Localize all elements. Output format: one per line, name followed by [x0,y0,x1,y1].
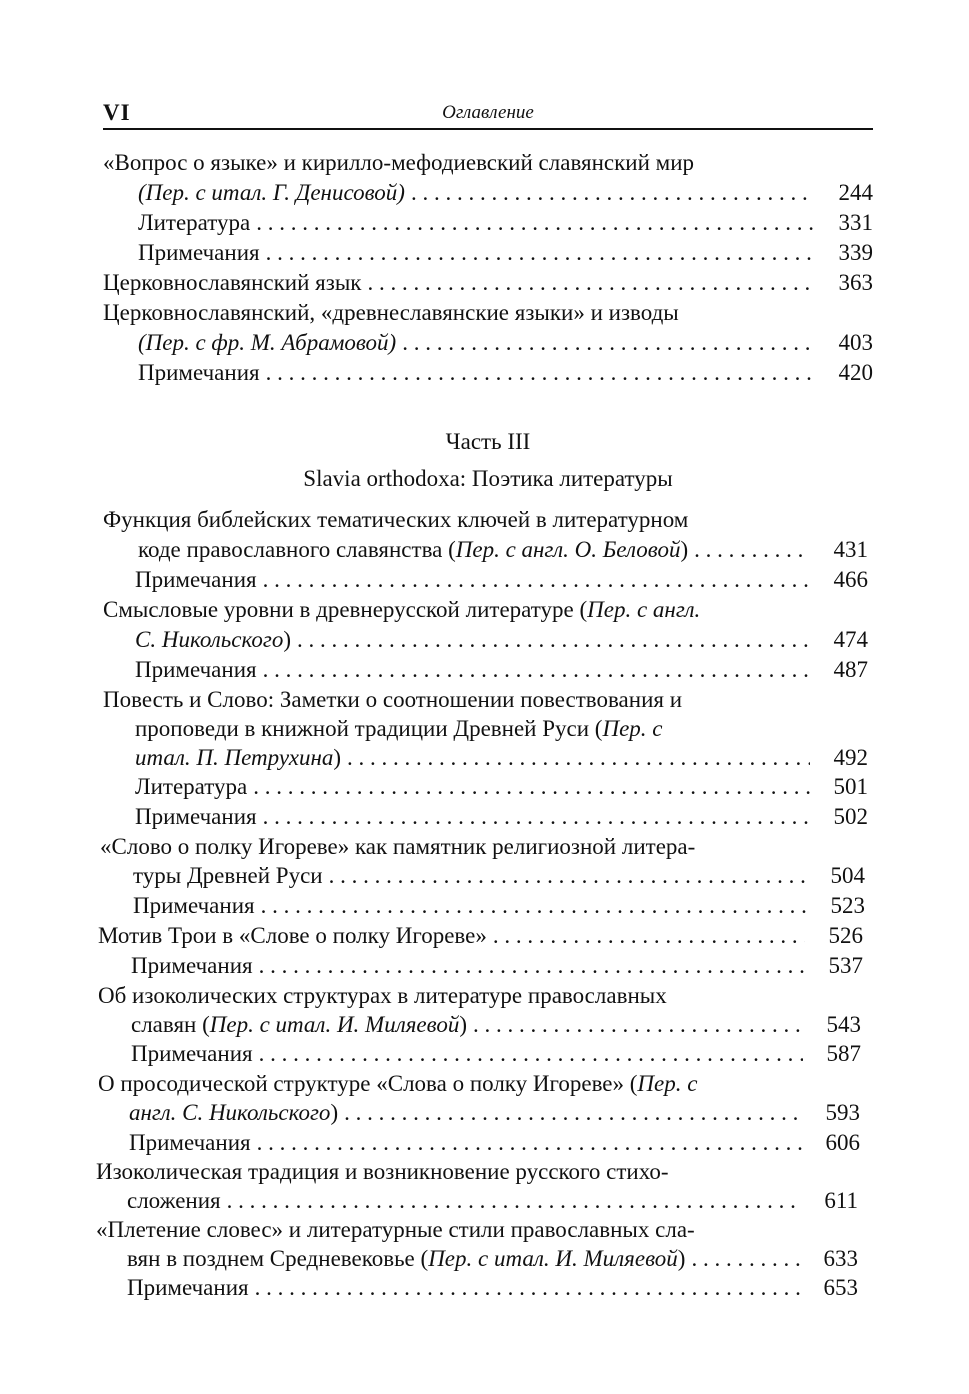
toc-entry-line[interactable]: Функция библейских тематических ключей в литературном [103,507,689,532]
toc-subentry[interactable]: Примечания . . . 487 [135,655,868,685]
toc-page-number: 420 [838,360,873,385]
toc-entry-line[interactable]: Повесть и Слово: Заметки о соотношении повествования и [103,687,683,712]
toc-page-number: 487 [833,657,868,682]
toc-subentry[interactable]: Примечания . . . 606 [129,1128,860,1158]
toc-page-number: 543 [826,1012,861,1037]
toc-page-number: 537 [828,953,863,978]
toc-page-number: 526 [828,923,863,948]
toc-page-number: 504 [830,863,865,888]
toc-page-number: 501 [833,774,868,799]
toc-page-number: 492 [833,745,868,770]
toc-entry-line[interactable]: коде православного славянства ( Пер. с англ. О. Беловой ) . . . 431 [138,535,868,565]
toc-entry-line[interactable]: Церковнославянский, «древнеславянские языки» и изводы [103,300,679,325]
toc-subentry[interactable]: Примечания . . . 587 [131,1039,861,1069]
toc-page-number: 363 [838,270,873,295]
toc-entry-line[interactable]: славян ( Пер. с итал. И. Миляевой ) . . . 543 [131,1010,861,1040]
toc-subentry[interactable]: Примечания . . . 339 [138,238,873,268]
toc-entry-line[interactable]: проповеди в книжной традиции Древней Руси (Пер. с [135,716,663,741]
part-heading: Часть III [445,429,531,454]
toc-entry-line[interactable]: «Плетение словес» и литературные стили православных сла- [96,1217,695,1242]
toc-subentry[interactable]: Примечания . . . 502 [135,802,868,832]
toc-entry-line[interactable]: Изоколическая традиция и возникновение русского стихо- [96,1159,669,1184]
toc-subentry[interactable]: Примечания . . . 466 [135,565,868,595]
page-number-roman: VI [103,100,131,125]
toc-page-number: 653 [823,1275,858,1300]
toc-entry-line[interactable]: Мотив Трои в «Слове о полку Игореве» . . . 526 [98,921,863,951]
toc-subentry[interactable]: Примечания . . . 653 [127,1273,858,1303]
toc-entry-line[interactable]: Церковнославянский язык . . . 363 [103,268,873,298]
toc-page-number: 606 [825,1130,860,1155]
toc-entry-line[interactable]: (Пер. с итал. Г. Денисовой) . . . 244 [138,178,873,208]
toc-subentry[interactable]: Примечания . . . 537 [131,951,863,981]
toc-entry-line[interactable]: «Вопрос о языке» и кирилло-мефодиевский славянский мир [103,150,695,175]
toc-page-number: 502 [833,804,868,829]
toc-page-number: 331 [838,210,873,235]
toc-entry-line[interactable]: сложения . . . 611 [127,1186,858,1216]
toc-entry-line[interactable]: англ. С. Никольского ) . . . 593 [129,1098,860,1128]
toc-page-number: 523 [830,893,865,918]
toc-entry-line[interactable]: «Слово о полку Игореве» как памятник религиозной литера- [100,834,696,859]
toc-entry-line[interactable]: итал. П. Петрухина ) . . . 492 [135,743,868,773]
toc-subentry[interactable]: Примечания . . . 523 [133,891,865,921]
toc-entry-line[interactable]: Смысловые уровни в древнерусской литературе (Пер. с англ. [103,597,701,622]
toc-page-number: 403 [838,330,873,355]
toc-entry-line[interactable]: О просодической структуре «Слова о полку Игореве» (Пер. с [98,1071,698,1096]
toc-page-number: 474 [833,627,868,652]
toc-entry-line[interactable]: (Пер. с фр. М. Абрамовой) . . . 403 [138,328,873,358]
part-subtitle: Slavia orthodoxa: Поэтика литературы [303,466,673,491]
toc-page-number: 244 [838,180,873,205]
toc-page-number: 633 [823,1246,858,1271]
toc-entry-line[interactable]: Об изоколических структурах в литературе православных [98,983,667,1008]
toc-entry-line[interactable]: туры Древней Руси . . . 504 [133,861,865,891]
toc-subentry[interactable]: Литература . . . 331 [138,208,873,238]
toc-page-number: 339 [838,240,873,265]
toc-page-number: 466 [833,567,868,592]
running-head [103,98,873,130]
toc-subentry[interactable]: Литература . . . 501 [135,772,868,802]
toc-page-number: 431 [833,537,868,562]
toc-subentry[interactable]: Примечания . . . 420 [138,358,873,388]
toc-page-number: 593 [825,1100,860,1125]
toc-page-number: 587 [826,1041,861,1066]
toc-page-number: 611 [824,1188,858,1213]
toc-entry-line[interactable]: вян в позднем Средневековье ( Пер. с итал. И. Миляевой ) . . . 633 [127,1244,858,1274]
toc-entry-line[interactable]: С. Никольского ) . . . 474 [135,625,868,655]
running-head-title: Оглавление [442,102,534,123]
